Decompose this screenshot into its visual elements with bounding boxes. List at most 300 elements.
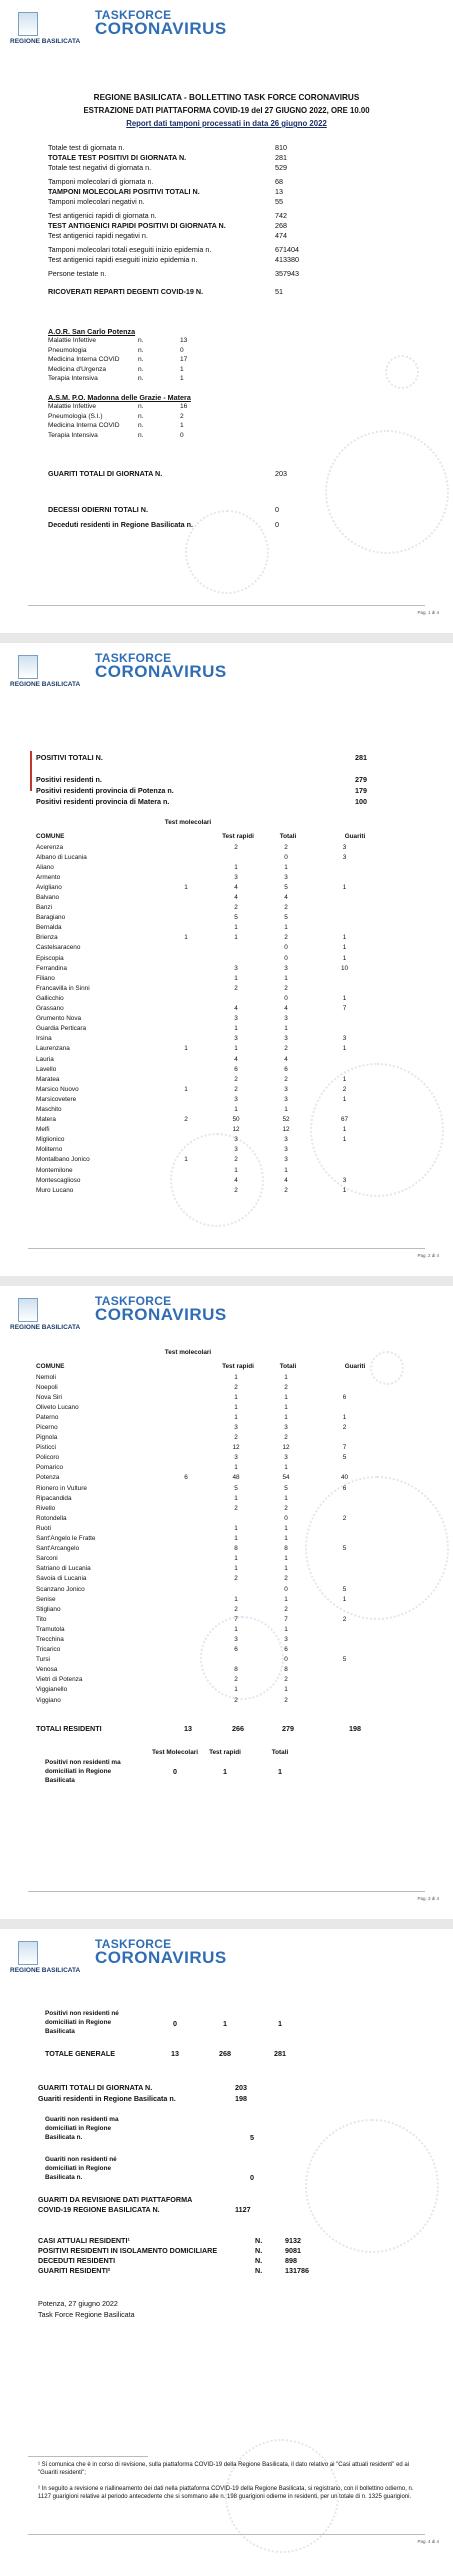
table-cell-number — [311, 1634, 378, 1644]
table-cell-number — [161, 872, 211, 882]
non-residenti-domiciliati-label: Positivi non residenti ma domiciliati in Regione Basilicata — [45, 1759, 121, 1784]
table-cell-number — [161, 1372, 211, 1382]
table-cell-comune: Castelsaraceno — [36, 944, 81, 952]
guariti-nr-dom-value: 5 — [250, 2133, 254, 2142]
guariti-nr-dom-label: Guariti non residenti ma domiciliati in Regione Basilicata n. — [45, 2116, 119, 2141]
table-row — [34, 892, 378, 902]
table-cell-comune: Grassano — [36, 1005, 64, 1013]
summary-unit: N. — [255, 2246, 263, 2255]
summary-row-label: Test antigenici rapidi eseguiti inizio epidemia n. — [48, 255, 198, 264]
table-row — [34, 943, 378, 953]
table-cell-comune: Guardia Perticara — [36, 1025, 87, 1033]
table-cell-number: 1 — [342, 1095, 347, 1103]
table-cell-number: 3 — [284, 1015, 288, 1023]
summary-row-label: TEST ANTIGENICI RAPIDI POSITIVI DI GIORNATA N. — [48, 221, 226, 230]
ward-value: 0 — [180, 346, 184, 354]
table-cell-number — [311, 903, 378, 913]
table-cell-number: 1 — [284, 974, 288, 982]
summary-row-label: TOTALE TEST POSITIVI DI GIORNATA N. — [48, 153, 187, 162]
table-row — [34, 1155, 378, 1165]
table-row — [34, 1584, 378, 1594]
table-cell-number: 3 — [342, 1176, 347, 1184]
table-cell-number — [311, 862, 378, 872]
summary-value: 9081 — [285, 2246, 301, 2255]
table-row — [34, 1165, 378, 1175]
table-cell-comune: Pisticci — [36, 1444, 56, 1452]
ward-label: Medicina Interna COVID — [48, 422, 120, 429]
table-cell-comune: Maratea — [36, 1075, 60, 1083]
summary-value: 9132 — [285, 2236, 301, 2245]
table-row — [34, 1074, 378, 1084]
table-cell-number — [311, 1534, 378, 1544]
table-cell-number — [311, 1685, 378, 1695]
table-row — [34, 1665, 378, 1675]
table-row — [34, 933, 378, 943]
region-logo — [10, 1941, 81, 1974]
table-cell-number: 3 — [234, 1146, 238, 1154]
table-cell-number — [161, 1594, 211, 1604]
table-row — [34, 1685, 378, 1695]
guariti-nr-label: Guariti non residenti né domiciliati in Regione Basilicata n. — [45, 2156, 117, 2181]
table-row — [34, 1463, 378, 1473]
table-cell-comune: Tito — [36, 1615, 47, 1623]
table-cell-number — [311, 1145, 378, 1155]
brand-logo — [95, 1294, 227, 1325]
table-cell-number: 3 — [342, 843, 347, 851]
table-cell-comune: Marsicovetere — [36, 1095, 77, 1103]
table-cell-number: 5 — [342, 1545, 347, 1553]
table-cell-number — [161, 1074, 211, 1084]
ward-value: 2 — [180, 412, 184, 420]
table-cell-number: 1 — [234, 1555, 238, 1563]
table-cell-number: 12 — [232, 1126, 240, 1134]
ward-unit: n. — [138, 412, 144, 420]
table-cell-comune: Marsico Nuovo — [36, 1085, 79, 1093]
decessi-value: 0 — [275, 505, 279, 514]
table-cell-number — [161, 1433, 211, 1443]
table-cell-number — [161, 1145, 211, 1155]
summary-row-label: TAMPONI MOLECOLARI POSITIVI TOTALI N. — [48, 187, 200, 196]
footnote-2: ² In seguito a revisione e riallineamento dei dati nella piattaforma COVID-19 della Regione Basilicata, si registrano, con il bollettino odierno, n. 1127 guarigioni relative al periodo antecedente che si sommano alle n. 198 guarigioni odierne in residenti, per un totale di n. 1325 guarigioni. — [38, 2486, 414, 2500]
table-cell-number: 3 — [284, 1085, 288, 1093]
table-cell-number: 3 — [284, 1146, 288, 1154]
table-cell-number: 3 — [284, 1156, 288, 1164]
comuni-table-2 — [34, 1372, 378, 1705]
table-cell-number: 2 — [234, 1434, 238, 1442]
table-cell-comune: Grumento Nova — [36, 1015, 82, 1023]
table-cell-number: 3 — [234, 1635, 238, 1643]
table-cell-number: 3 — [284, 1136, 288, 1144]
table-cell-number: 5 — [234, 914, 238, 922]
table-row — [34, 1084, 378, 1094]
table-row — [34, 913, 378, 923]
table-cell-number — [161, 983, 211, 993]
table-cell-number: 1 — [284, 1373, 288, 1381]
table-cell-number: 8 — [234, 1666, 238, 1674]
table-row — [34, 1523, 378, 1533]
table-cell-number: 3 — [234, 873, 238, 881]
table-cell-number — [161, 1014, 211, 1024]
summary-row-value: 268 — [275, 221, 287, 230]
table-row — [34, 1104, 378, 1114]
table-row — [34, 1064, 378, 1074]
summary-unit: N. — [255, 2236, 263, 2245]
table-row — [34, 852, 378, 862]
ward-unit: n. — [138, 356, 144, 363]
table-cell-comune: Potenza — [36, 1474, 60, 1482]
table-cell-number: 2 — [342, 1424, 347, 1432]
table-cell-number — [311, 1624, 378, 1634]
table-cell-number: 4 — [284, 1005, 288, 1013]
col-header-comune: COMUNE — [36, 833, 65, 840]
table-cell-number: 2 — [284, 1676, 288, 1684]
table-cell-comune: Laurenzana — [36, 1045, 70, 1053]
table-cell-number: 3 — [342, 1035, 347, 1043]
table-cell-comune: Gallicchio — [36, 994, 64, 1002]
table-cell-number: 1 — [284, 924, 288, 932]
table-cell-number: 3 — [234, 964, 238, 972]
table-cell-number: 0 — [284, 1656, 288, 1664]
table-cell-number: 3 — [234, 1095, 238, 1103]
table-cell-number — [311, 913, 378, 923]
positivi-potenza-value: 179 — [355, 786, 367, 795]
table-row — [34, 1024, 378, 1034]
table-row — [34, 1433, 378, 1443]
table-cell-number — [161, 1614, 211, 1624]
table-cell-comune: Vietri di Potenza — [36, 1676, 83, 1684]
table-cell-number: 2 — [284, 1575, 288, 1583]
table-cell-number: 5 — [342, 1585, 347, 1593]
table-cell-number: 1 — [284, 1555, 288, 1563]
table-row — [34, 1564, 378, 1574]
table-cell-number: 1 — [342, 1413, 347, 1421]
table-cell-number: 6 — [234, 1646, 238, 1654]
brand-bottom: CORONAVIRUS — [95, 1305, 227, 1324]
table-cell-number — [161, 1453, 211, 1463]
table-row — [34, 1175, 378, 1185]
totale-guariti: 198 — [349, 1724, 361, 1733]
table-cell-number — [161, 1104, 211, 1114]
table-cell-number: 2 — [284, 1434, 288, 1442]
table-cell-number: 1 — [234, 1565, 238, 1573]
table-cell-comune: Sant'Arcangelo — [36, 1545, 80, 1553]
summary-row-label: Totale test di giornata n. — [48, 143, 125, 152]
ward-label: Pneumologia — [48, 346, 87, 354]
table-cell-number: 4 — [284, 1055, 288, 1063]
table-cell-number: 3 — [284, 1454, 288, 1462]
table-cell-number — [311, 1064, 378, 1074]
brand-logo — [95, 651, 227, 682]
tg-rapidi: 268 — [219, 2049, 231, 2058]
table-row — [34, 1145, 378, 1155]
summary-row-label: Test antigenici rapidi negativi n. — [48, 231, 148, 240]
table-cell-comune: Banzi — [36, 904, 52, 912]
table-cell-number: 1 — [234, 1464, 238, 1472]
region-name: REGIONE BASILICATA — [10, 1324, 81, 1331]
table-cell-comune: Pomarico — [36, 1464, 63, 1472]
table-cell-number — [161, 1513, 211, 1523]
ward-label: Pneumologia (S.I.) — [48, 412, 103, 420]
table-cell-number — [311, 983, 378, 993]
table-cell-number: 1 — [234, 1524, 238, 1532]
positivi-totali-label: POSITIVI TOTALI N. — [36, 753, 103, 762]
guariti-nr-value: 0 — [250, 2173, 254, 2182]
table-row — [34, 1453, 378, 1463]
decessi-label: DECESSI ODIERNI TOTALI N. — [48, 505, 148, 514]
table-cell-number: 52 — [282, 1116, 290, 1124]
table-cell-number: 5 — [234, 1484, 238, 1492]
table-cell-number: 1 — [234, 1595, 238, 1603]
table-cell-number: 6 — [234, 1065, 238, 1073]
hospital-1-title: A.O.R. San Carlo Potenza — [48, 327, 136, 336]
totale-totali: 279 — [282, 1724, 294, 1733]
table-row — [34, 1513, 378, 1523]
table-cell-comune: Nova Siri — [36, 1393, 62, 1401]
col-header-rapidi: Test rapidi — [222, 833, 254, 840]
table-cell-number: 2 — [234, 1504, 238, 1512]
table-cell-comune: Muro Lucano — [36, 1186, 74, 1194]
brand-bottom: CORONAVIRUS — [95, 662, 227, 681]
totale-molecolari: 13 — [184, 1724, 192, 1733]
nr-rapidi: 1 — [223, 1767, 227, 1776]
table-cell-number — [161, 953, 211, 963]
table-cell-number — [161, 993, 211, 1003]
table-cell-number: 2 — [184, 1116, 188, 1124]
table-cell-number: 3 — [342, 853, 347, 861]
table-row — [34, 1004, 378, 1014]
ward-label: Malattie Infettive — [48, 337, 97, 344]
summary-unit: N. — [255, 2256, 263, 2265]
table-cell-number — [311, 1463, 378, 1473]
table-cell-number — [161, 1054, 211, 1064]
table-cell-number: 1 — [234, 1105, 238, 1113]
ward-label: Terapia Intensiva — [48, 431, 98, 439]
table-cell-number: 2 — [284, 1045, 288, 1053]
table-cell-number — [161, 852, 211, 862]
table-cell-number — [311, 973, 378, 983]
col-header-molecolari: Test molecolari — [164, 819, 212, 826]
table-cell-comune: Filiano — [36, 974, 55, 982]
table-cell-number — [311, 1433, 378, 1443]
table-cell-number: 2 — [234, 843, 238, 851]
table-cell-comune: Baragiano — [36, 914, 66, 922]
table-cell-number: 1 — [342, 883, 347, 891]
footer-divider — [28, 1248, 425, 1249]
ward-label: Medicina Interna COVID — [48, 356, 120, 363]
table-cell-comune: Moliterno — [36, 1146, 63, 1154]
table-cell-number: 1 — [234, 863, 238, 871]
table-cell-number — [161, 903, 211, 913]
table-cell-number — [311, 1503, 378, 1513]
table-cell-number: 1 — [284, 1625, 288, 1633]
table-cell-number: 2 — [284, 1605, 288, 1613]
ward-value: 0 — [180, 431, 184, 439]
table-row — [34, 1412, 378, 1422]
table-cell-comune: Tursi — [36, 1656, 50, 1664]
summary-row-value: 281 — [275, 153, 287, 162]
positivi-matera-value: 100 — [355, 797, 367, 806]
table-row — [34, 1473, 378, 1483]
table-cell-number: 1 — [234, 1686, 238, 1694]
table-cell-number — [161, 923, 211, 933]
ward-unit: n. — [138, 375, 144, 382]
table-row — [34, 842, 378, 852]
table-cell-number: 2 — [234, 1575, 238, 1583]
table-cell-number: 3 — [234, 1136, 238, 1144]
extraction-subtitle: ESTRAZIONE DATI PIATTAFORMA COVID-19 del 27 GIUGNO 2022, ORE 10.00 — [83, 106, 370, 115]
table-cell-number: 2 — [234, 1156, 238, 1164]
table-row — [34, 1534, 378, 1544]
table-cell-number — [161, 1412, 211, 1422]
table-cell-comune: Acerenza — [36, 843, 63, 851]
table-cell-comune: Maschito — [36, 1105, 62, 1113]
table-cell-comune: Rionero in Vulture — [36, 1484, 87, 1492]
table-cell-number: 5 — [284, 914, 288, 922]
table-cell-number: 1 — [284, 1524, 288, 1532]
table-cell-number: 8 — [234, 1545, 238, 1553]
table-cell-number — [311, 1554, 378, 1564]
table-cell-number — [311, 1604, 378, 1614]
table-cell-comune: Ferrandina — [36, 964, 67, 972]
table-cell-number: 7 — [342, 1444, 347, 1452]
table-cell-number: 1 — [184, 883, 188, 891]
table-cell-number — [311, 1645, 378, 1655]
table-row — [34, 1634, 378, 1644]
table-cell-number: 1 — [234, 1403, 238, 1411]
ward-unit: n. — [138, 403, 144, 410]
table-cell-number — [161, 1574, 211, 1584]
table-cell-number: 2 — [284, 904, 288, 912]
table-cell-number: 1 — [234, 1166, 238, 1174]
positivi-potenza-label: Positivi residenti provincia di Potenza n. — [36, 786, 174, 795]
table-cell-comune: Satriano di Lucania — [36, 1565, 91, 1573]
summary-row-label: Persone testate n. — [48, 269, 107, 278]
ward-unit: n. — [138, 346, 144, 354]
summary-row-value: 55 — [275, 197, 283, 206]
table-cell-number: 1 — [284, 1105, 288, 1113]
table-cell-number — [161, 1135, 211, 1145]
table-row — [34, 1125, 378, 1135]
table-cell-number: 4 — [234, 894, 238, 902]
table-cell-number: 4 — [234, 1055, 238, 1063]
brand-logo — [95, 8, 227, 39]
highlight-bar — [30, 751, 32, 791]
table-cell-number: 3 — [234, 1424, 238, 1432]
table-row — [34, 882, 378, 892]
guariti-totali-label: GUARITI TOTALI DI GIORNATA N. — [38, 2083, 153, 2092]
table-cell-number: 12 — [282, 1444, 290, 1452]
ward-label: Malattie Infettive — [48, 403, 97, 410]
table-cell-number: 1 — [184, 1045, 188, 1053]
summary-row-value: 68 — [275, 177, 283, 186]
table-row — [34, 1054, 378, 1064]
tg-totali: 281 — [274, 2049, 286, 2058]
nr-col-totali: Totali — [271, 1749, 289, 1756]
table-cell-number: 2 — [234, 984, 238, 992]
ward-value: 13 — [180, 337, 188, 344]
summary-row-label: RICOVERATI REPARTI DEGENTI COVID-19 N. — [48, 287, 204, 296]
table-cell-number: 5 — [284, 883, 288, 891]
brand-bottom: CORONAVIRUS — [95, 1948, 227, 1967]
table-cell-number: 6 — [184, 1474, 188, 1482]
table-cell-number — [161, 1422, 211, 1432]
table-cell-number: 3 — [284, 1424, 288, 1432]
table-row — [34, 1624, 378, 1634]
table-cell-number: 12 — [282, 1126, 290, 1134]
table-cell-number: 2 — [234, 1605, 238, 1613]
table-cell-number: 3 — [284, 1095, 288, 1103]
nr-col-molecolari: Test Molecolari — [151, 1749, 199, 1756]
table-cell-number: 1 — [284, 1464, 288, 1472]
table-cell-comune: Lavello — [36, 1065, 57, 1073]
table-row — [34, 1493, 378, 1503]
brand-top: TASKFORCE — [95, 1937, 172, 1951]
table-cell-comune: Bernalda — [36, 924, 62, 932]
table-cell-number — [311, 1695, 378, 1705]
table-row — [34, 1675, 378, 1685]
table-row — [34, 993, 378, 1003]
summary-label: POSITIVI RESIDENTI IN ISOLAMENTO DOMICILIARE — [38, 2246, 218, 2255]
positivi-residenti-value: 279 — [355, 775, 367, 784]
table-cell-number — [161, 1064, 211, 1074]
table-cell-comune: Venosa — [36, 1666, 58, 1674]
table-cell-number: 2 — [284, 1696, 288, 1704]
table-cell-number: 1 — [234, 1045, 238, 1053]
col-header-comune: COMUNE — [36, 1363, 65, 1370]
table-cell-number — [161, 842, 211, 852]
guariti-value: 203 — [275, 469, 287, 478]
table-row — [34, 1135, 378, 1145]
table-cell-number — [211, 953, 261, 963]
table-cell-number: 6 — [342, 1484, 347, 1492]
table-cell-comune: Balvano — [36, 894, 60, 902]
table-cell-number — [161, 1392, 211, 1402]
table-cell-number — [311, 872, 378, 882]
table-cell-comune: Albano di Lucania — [36, 853, 87, 861]
table-cell-number — [161, 892, 211, 902]
summary-row-value: 357943 — [275, 269, 299, 278]
table-cell-comune: Melfi — [36, 1126, 50, 1134]
table-cell-comune: Ripacandida — [36, 1494, 72, 1502]
ward-unit: n. — [138, 422, 144, 429]
table-cell-number: 1 — [284, 1413, 288, 1421]
table-cell-number — [161, 1024, 211, 1034]
table-cell-number: 2 — [234, 1075, 238, 1083]
table-cell-number — [311, 1564, 378, 1574]
table-cell-number: 5 — [342, 1454, 347, 1462]
table-cell-number — [161, 1034, 211, 1044]
summary-label: DECEDUTI RESIDENTI — [38, 2256, 116, 2265]
table-cell-comune: Stigliano — [36, 1605, 61, 1613]
table-cell-number: 1 — [234, 924, 238, 932]
table-cell-number — [161, 943, 211, 953]
page-3 — [0, 1286, 453, 1919]
bulletin-title: REGIONE BASILICATA - BOLLETTINO TASK FORCE CORONAVIRUS — [93, 93, 360, 102]
ward-value: 16 — [180, 403, 188, 410]
page-1 — [0, 0, 453, 633]
table-cell-number — [311, 1165, 378, 1175]
table-cell-comune: Episcopia — [36, 954, 64, 962]
nr-totali: 1 — [278, 2019, 282, 2028]
table-cell-number: 3 — [234, 1454, 238, 1462]
nr-molecolari: 0 — [173, 1767, 177, 1776]
virus-watermark-icon — [305, 2119, 439, 2253]
table-row — [34, 903, 378, 913]
table-cell-number: 7 — [342, 1005, 347, 1013]
table-cell-number — [161, 1185, 211, 1195]
footer-divider — [28, 1891, 425, 1892]
table-cell-number: 2 — [284, 984, 288, 992]
